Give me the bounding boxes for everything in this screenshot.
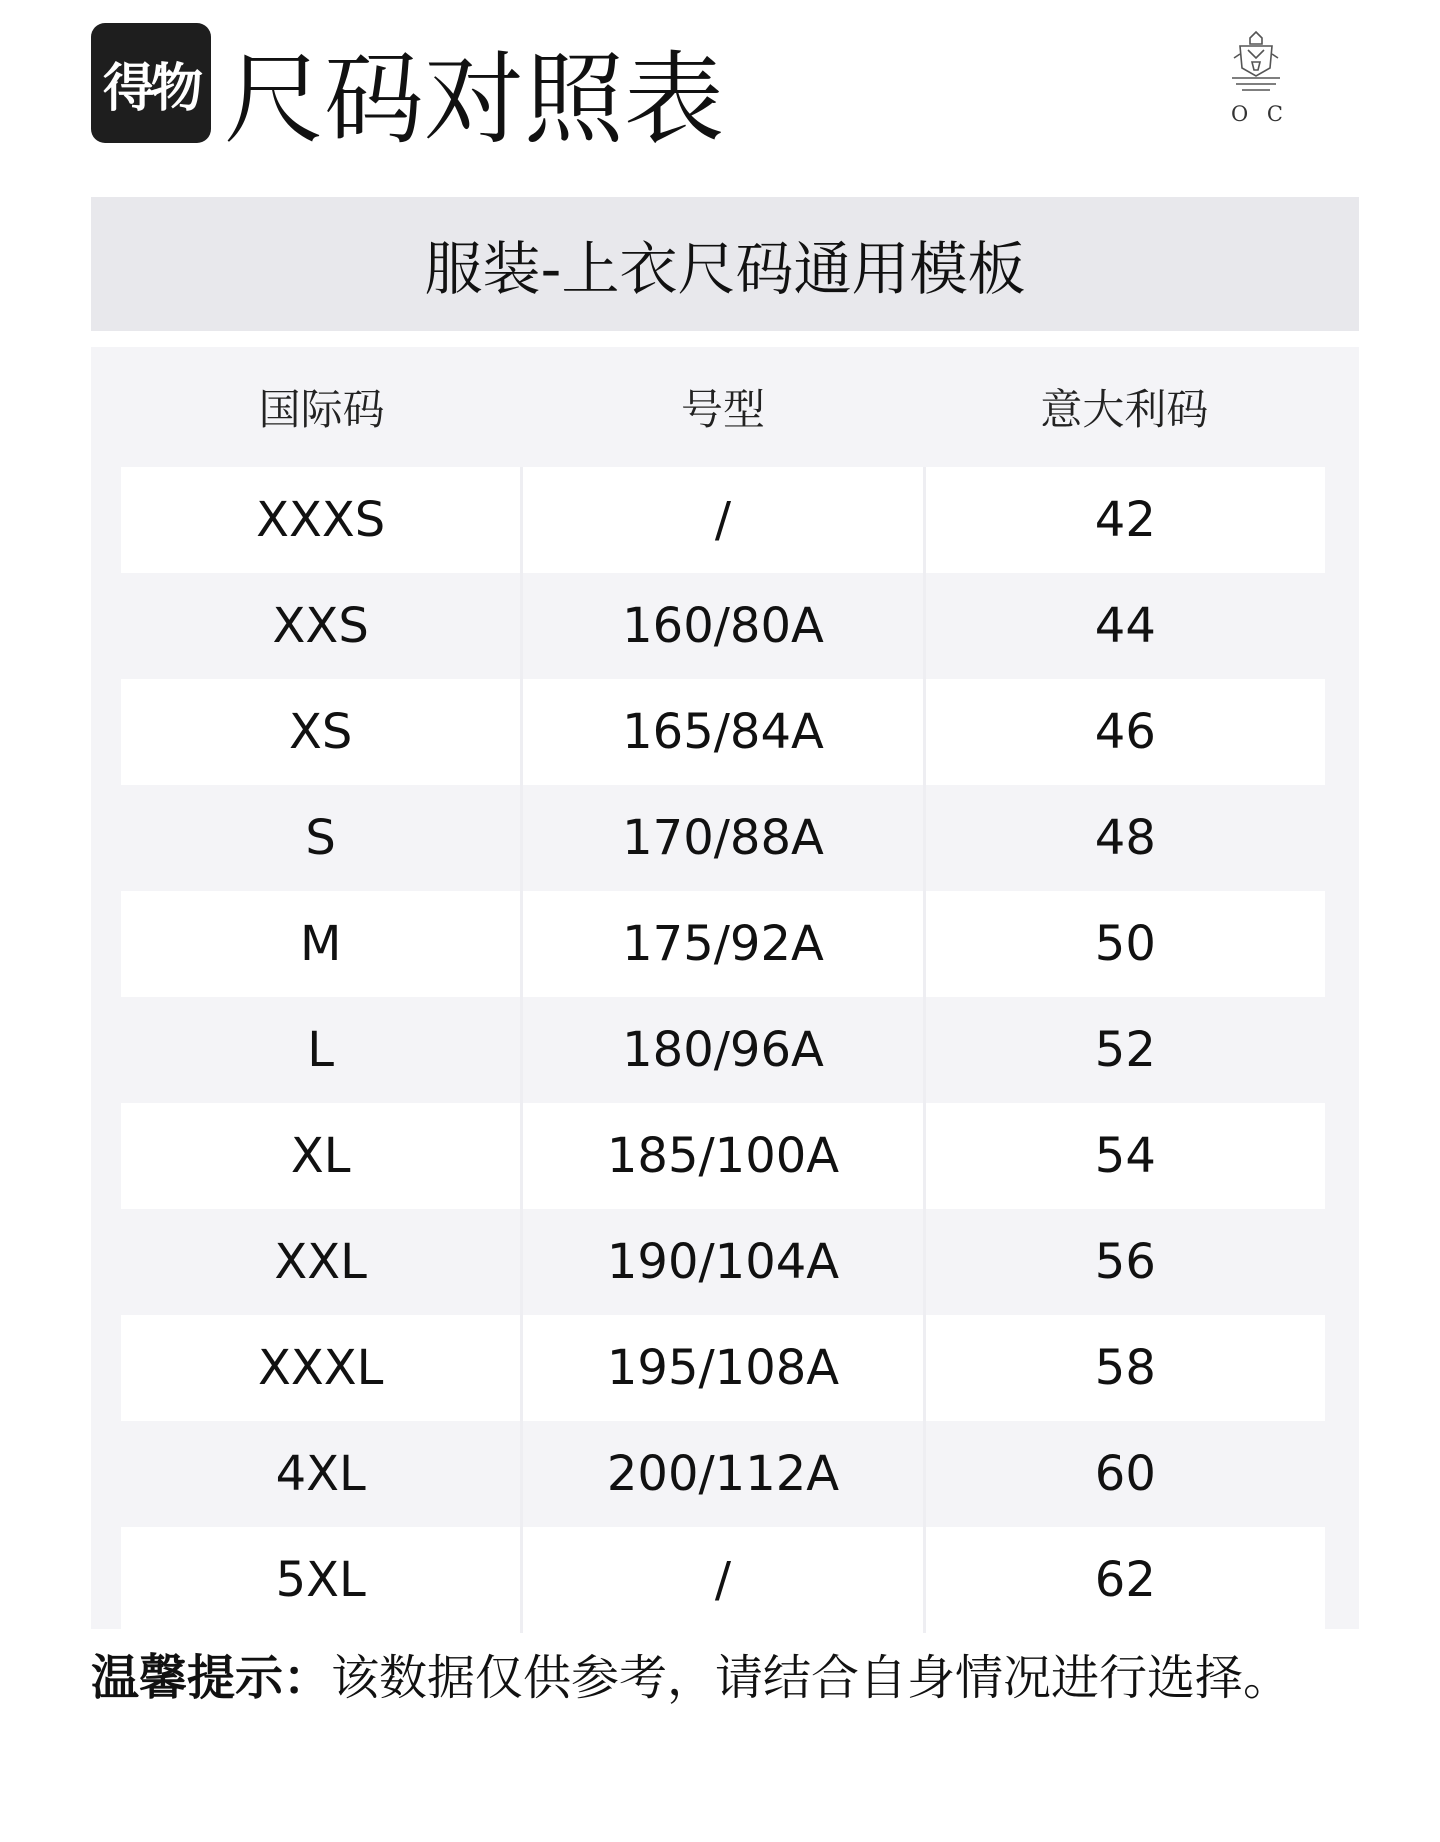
cell-size-type: 180/96A [523, 997, 925, 1103]
table-row [121, 1209, 1325, 1315]
template-name: 服装-上衣尺码通用模板 [424, 235, 1026, 303]
cell-italian-size: 56 [1094, 1234, 1156, 1290]
table-row [121, 1421, 1325, 1527]
brand-crest-icon [1222, 28, 1290, 102]
cell-size-type: 190/104A [523, 1209, 925, 1315]
cell-international-size: 5XL [121, 1527, 523, 1633]
cell-size-type: 170/88A [523, 785, 925, 891]
cell-italian-size: 50 [926, 891, 1325, 997]
column-header-size-type: 号型 [680, 385, 765, 434]
table-row [121, 1527, 1325, 1633]
cell-size-type: 185/100A [523, 1103, 925, 1209]
cell-size-type: 195/108A [523, 1315, 925, 1421]
table-row [121, 997, 1325, 1103]
table-row [121, 679, 1325, 785]
cell-international-size: XXL [121, 1209, 523, 1315]
cell-international-size: XXS [121, 573, 523, 679]
cell-italian-size: 48 [1094, 810, 1156, 866]
table-row [121, 1103, 1325, 1209]
column-header-italian: 意大利码 [1040, 385, 1209, 434]
cell-international-size: 4XL [121, 1421, 523, 1527]
table-header-row [121, 347, 1325, 467]
cell-italian-size: 62 [926, 1527, 1325, 1633]
cell-international-size: XXXS [121, 467, 523, 573]
cell-italian-size: 60 [1094, 1446, 1156, 1502]
cell-size-type: / [523, 467, 925, 573]
cell-size-type: 165/84A [523, 679, 925, 785]
size-table [91, 347, 1359, 1629]
cell-size-type: 175/92A [523, 891, 925, 997]
cell-italian-size: 42 [926, 467, 1325, 573]
cell-italian-size: 46 [926, 679, 1325, 785]
brand-letters: O C [1231, 102, 1289, 126]
cell-italian-size: 44 [1094, 598, 1156, 654]
cell-international-size: S [121, 785, 523, 891]
table-body [121, 467, 1325, 1633]
cell-size-type: / [523, 1527, 925, 1633]
cell-international-size: M [121, 891, 523, 997]
tip-note [91, 1648, 1291, 1708]
table-row [121, 1315, 1325, 1421]
table-row [121, 785, 1325, 891]
brand-crest-logo [1222, 28, 1290, 138]
cell-international-size: XS [121, 679, 523, 785]
app-logo [91, 23, 211, 143]
tip-text: 该数据仅供参考，请结合自身情况进行选择。 [331, 1650, 1292, 1706]
cell-size-type: 200/112A [523, 1421, 925, 1527]
cell-italian-size: 52 [1094, 1022, 1156, 1078]
table-row [121, 573, 1325, 679]
template-title-bar [91, 197, 1359, 331]
table-row [121, 891, 1325, 997]
cell-international-size: L [121, 997, 523, 1103]
cell-international-size: XXXL [121, 1315, 523, 1421]
page-title: 尺码对照表 [224, 41, 724, 158]
cell-italian-size: 54 [926, 1103, 1325, 1209]
cell-italian-size: 58 [926, 1315, 1325, 1421]
cell-size-type: 160/80A [523, 573, 925, 679]
tip-label: 温馨提示： [91, 1650, 332, 1706]
app-logo-text: 得物 [102, 58, 199, 119]
table-row [121, 467, 1325, 573]
cell-international-size: XL [121, 1103, 523, 1209]
column-header-international: 国际码 [258, 385, 385, 434]
